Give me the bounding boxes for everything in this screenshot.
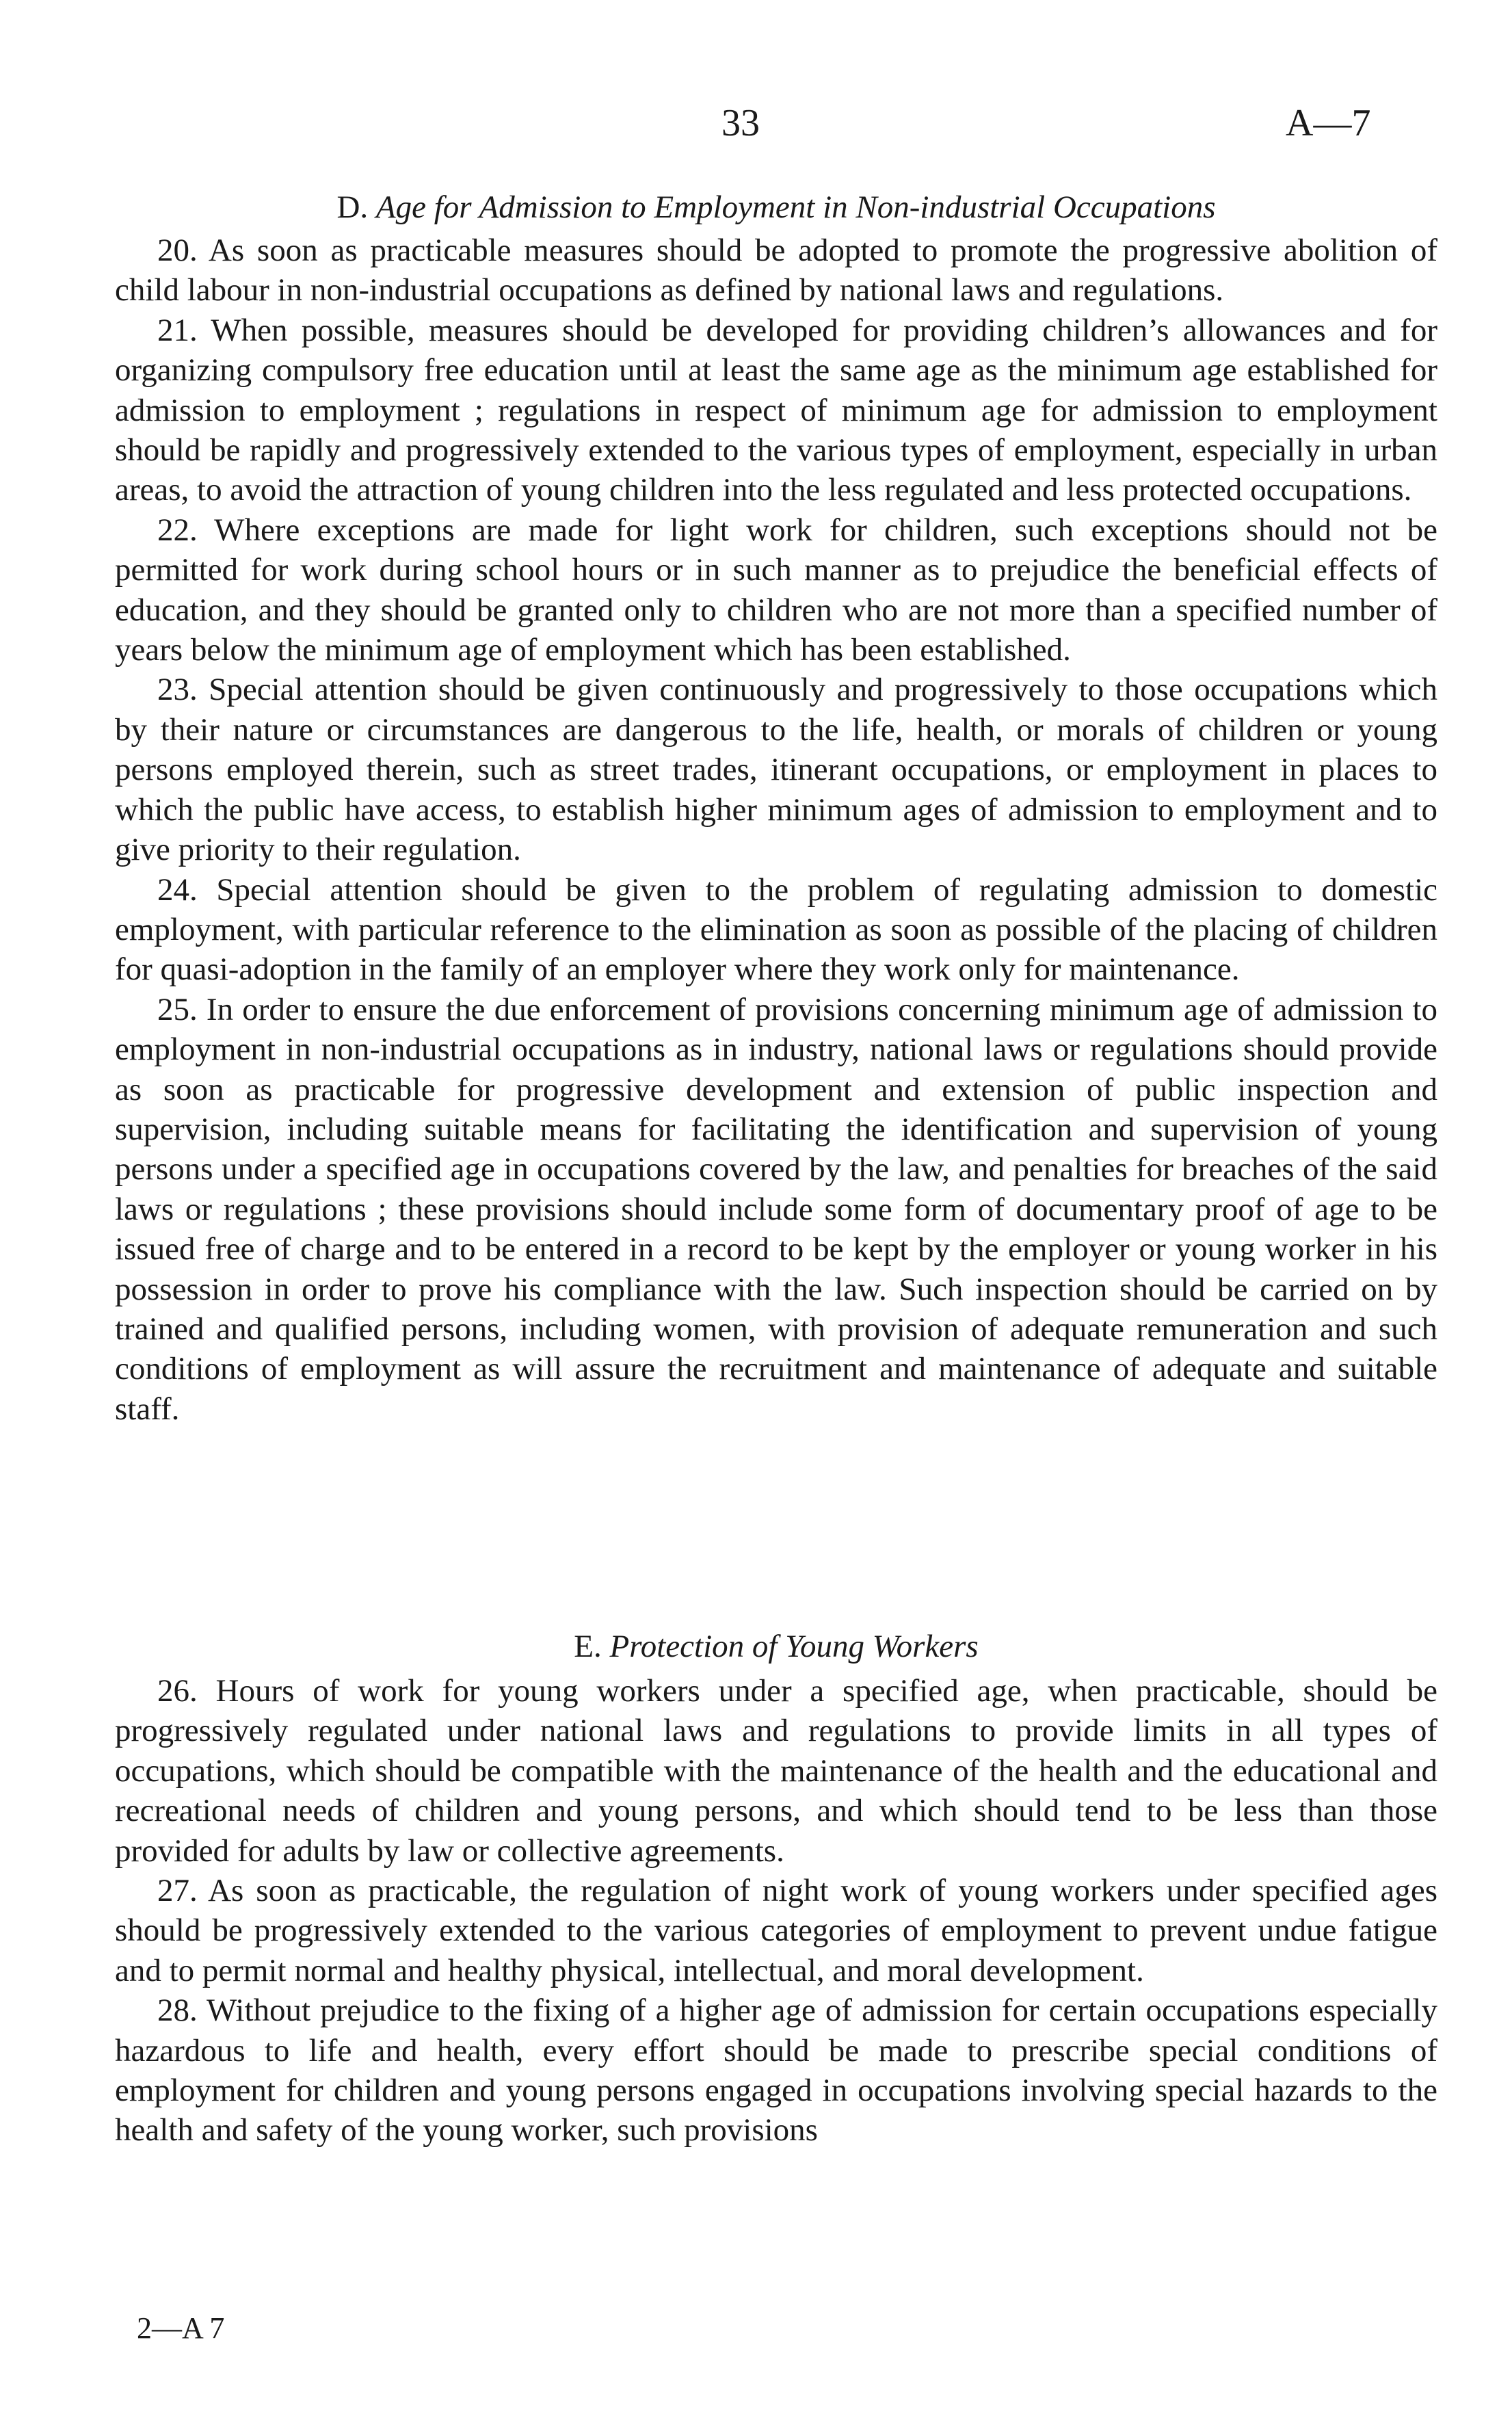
- section-d-letter: D.: [336, 189, 369, 225]
- paragraph-text: Without prejudice to the fixing of a higher age of admission for certain occupations especially hazardous to life and health, every effort should be made to prescribe special conditions of employment for children and young persons engaged in occupations involving special hazards to the health and safety of the young worker, such provisions: [115, 1993, 1437, 2148]
- paragraph-number: 22.: [157, 512, 198, 548]
- paragraph-number: 27.: [157, 1873, 198, 1909]
- paragraph-24: [115, 870, 1437, 990]
- paragraph-26: [115, 1671, 1437, 1871]
- paragraph-number: 28.: [157, 1993, 198, 2029]
- paragraph-21: [115, 311, 1437, 510]
- paragraph-number: 26.: [157, 1673, 198, 1709]
- series-code: A—7: [1286, 102, 1371, 144]
- paragraph-number: 23.: [157, 672, 198, 708]
- paragraph-23: [115, 670, 1437, 869]
- paragraph-number: 21.: [157, 312, 198, 348]
- paragraph-22: [115, 510, 1437, 670]
- paragraph-number: 25.: [157, 991, 198, 1027]
- paragraph-number: 24.: [157, 871, 198, 908]
- section-d-heading: [115, 187, 1437, 227]
- page-number: 33: [721, 102, 760, 144]
- paragraph-28: [115, 1990, 1437, 2151]
- section-e-heading: [115, 1627, 1437, 1666]
- section-d-body: [115, 231, 1437, 1429]
- paragraph-text: Special attention should be given to the problem of regulating admission to domestic employment, with particular reference to the elimination as soon as possible of the placing of children for quasi-adoption in the family of an employer where they work only for maintenance.: [115, 871, 1438, 988]
- paragraph-text: When possible, measures should be developed for providing children’s allowances and for organizing compulsory free education until at least the same age as the minimum age established for admission to employment ; regulations in respect of minimum age for admission to employment should be rapidly and progressively extended to the various types of employment, especially in urban areas, to avoid the attraction of young children into the less regulated and less protected occupations.: [115, 312, 1437, 508]
- paragraph-text: Where exceptions are made for light work for children, such exceptions should not be permitted for work during school hours or in such manner as to prejudice the beneficial effects of education, and they should be granted only to children who are not more than a specified number of years below the minimum age of employment which has been established.: [115, 512, 1437, 668]
- section-d-title: Age for Admission to Employment in Non-industrial Occupations: [375, 189, 1216, 225]
- paragraph-text: Special attention should be given continuously and progressively to those occupations which by their nature or circumstances are dangerous to the life, health, or morals of children or young persons employed therein, such as street trades, itinerant occupations, or employment in places to which the public have access, to establish higher minimum ages of admission to employment and to give priority to their regulation.: [115, 672, 1438, 868]
- paragraph-text: In order to ensure the due enforcement of provisions concerning minimum age of admission to employment in non-industrial occupations as in industry, national laws or regulations should provide as soon as practicable for progressive development and extension of public inspection and supervision, including suitable means for facilitating the identification and supervision of young persons under a specified age in occupations covered by the law, and penalties for breaches of the said laws or regulations ; these provisions should include some form of documentary proof of age to be issued free of charge and to be entered in a record to be kept by the employer or young worker in his possession in order to prove his compliance with the law. Such inspection should be carried on by trained and qualified persons, including women, with provision of adequate remuneration and such conditions of employment as will assure the recruitment and maintenance of adequate and suitable staff.: [115, 991, 1438, 1427]
- paragraph-27: [115, 1871, 1437, 1990]
- paragraph-number: 20.: [157, 233, 198, 268]
- section-e-title: Protection of Young Workers: [609, 1629, 979, 1664]
- printer-signature: 2—A 7: [137, 2311, 225, 2345]
- paragraph-text: As soon as practicable, the regulation of night work of young workers under specified ages should be progressively extended to the various categories of employment to prevent undue fatigue and to permit normal and healthy physical, intellectual, and moral development.: [115, 1873, 1437, 1988]
- paragraph-25: [115, 990, 1437, 1429]
- paragraph-text: Hours of work for young workers under a specified age, when practicable, should be progressively regulated under national laws and regulations to provide limits in all types of occupations, which should be compatible with the maintenance of the health and the educational and recreational needs of children and young persons, and which should tend to be less than those provided for adults by law or collective agreements.: [115, 1673, 1437, 1869]
- section-e-letter: E.: [574, 1629, 602, 1664]
- section-e-body: [115, 1671, 1437, 2151]
- paragraph-20: [115, 231, 1437, 311]
- paragraph-text: As soon as practicable measures should be adopted to promote the progressive abolition of child labour in non-industrial occupations as defined by national laws and regulations.: [115, 233, 1437, 308]
